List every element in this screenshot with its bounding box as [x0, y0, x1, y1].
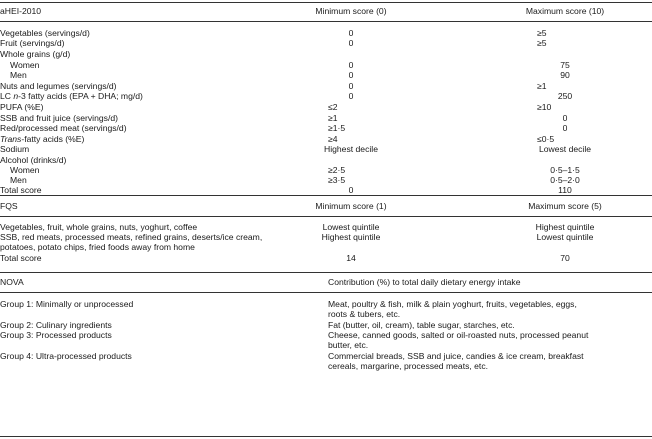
row-min: 0	[348, 60, 354, 70]
row-label-line2: potatoes, potato chips, fried foods away from home	[0, 242, 195, 252]
FQS-max-header: Maximum score (5)	[528, 201, 602, 211]
row-min: ≥3·5	[328, 175, 346, 185]
row-label: Whole grains (g/d)	[0, 49, 71, 59]
row-min: ≥1	[328, 113, 338, 123]
row-label: Sodium	[0, 144, 30, 154]
row-label: Vegetables (servings/d)	[0, 28, 90, 38]
row-label: Red/processed meat (servings/d)	[0, 123, 127, 133]
aHEI-min-header: Minimum score (0)	[315, 6, 387, 16]
row-label: Fruit (servings/d)	[0, 38, 65, 48]
row-max: ≤0·5	[537, 134, 555, 144]
row-label: Group 2: Culinary ingredients	[0, 320, 112, 330]
row-max: Highest quintile	[535, 222, 595, 232]
row-label: Nuts and legumes (servings/d)	[0, 81, 117, 91]
row-min: 0	[348, 70, 354, 80]
row-desc-line2: butter, etc.	[328, 340, 369, 350]
row-min: 0	[348, 81, 354, 91]
row-max: 250	[557, 91, 573, 101]
row-max: 110	[558, 185, 572, 195]
bottom-rule	[0, 436, 652, 437]
row-desc: Meat, poultry & fish, milk & plain yoghurt, fruits, vegetables, eggs,	[328, 299, 577, 309]
FQS-section-title: FQS	[0, 201, 18, 211]
row-max: ≥5	[537, 28, 547, 38]
row-max: 75	[560, 60, 570, 70]
row-min: Highest quintile	[321, 232, 381, 242]
row-label: Vegetables, fruit, whole grains, nuts, yoghurt, coffee	[0, 222, 198, 232]
label-prefix: LC	[0, 91, 14, 101]
NOVA-section-title: NOVA	[0, 277, 24, 287]
FQS-min-header: Minimum score (1)	[315, 201, 387, 211]
row-desc-line2: cereals, margarine, processed meats, etc.	[328, 361, 489, 371]
row-max: 70	[560, 253, 570, 263]
FQS-header-rule	[0, 216, 652, 217]
FQS-bottom-rule	[0, 272, 652, 273]
row-label: SSB, red meats, processed meats, refined grains, deserts/ice cream,	[0, 232, 263, 242]
NOVA-desc-header: Contribution (%) to total daily dietary energy intake	[328, 277, 521, 287]
row-label: Group 1: Minimally or unprocessed	[0, 299, 134, 309]
aHEI-section-title: aHEI-2010	[0, 6, 42, 16]
row-label: Women	[10, 165, 40, 175]
row-min: ≤2	[328, 102, 338, 112]
row-min: 0	[348, 185, 354, 195]
row-min: 0	[348, 28, 354, 38]
row-desc: Commercial breads, SSB and juice, candies & ice cream, breakfast	[328, 351, 584, 361]
label-italic: Trans	[0, 134, 22, 144]
row-min: 0	[348, 38, 354, 48]
row-label: SSB and fruit juice (servings/d)	[0, 113, 118, 123]
row-label: Men	[10, 70, 27, 80]
row-label: PUFA (%E)	[0, 102, 44, 112]
row-max: Lowest decile	[538, 144, 592, 154]
row-label: Alcohol (drinks/d)	[0, 155, 67, 165]
aHEI-max-header: Maximum score (10)	[525, 6, 605, 16]
row-desc: Cheese, canned goods, salted or oil-roasted nuts, processed peanut	[328, 330, 589, 340]
row-max: 0·5–2·0	[550, 175, 580, 185]
row-label: Group 4: Ultra-processed products	[0, 351, 132, 361]
row-label: Total score	[0, 253, 42, 263]
label-suffix: -fatty acids (%E)	[21, 134, 85, 144]
row-label: Men	[10, 175, 27, 185]
row-label	[0, 91, 143, 101]
aHEI-header-rule	[0, 21, 652, 22]
row-max: Lowest quintile	[536, 232, 594, 242]
row-max: 0·5–1·5	[550, 165, 580, 175]
label-suffix: -3 fatty acids (EPA + DHA; mg/d)	[18, 91, 143, 101]
row-max: 0	[562, 113, 568, 123]
row-min: Lowest quintile	[322, 222, 380, 232]
row-desc: Fat (butter, oil, cream), table sugar, starches, etc.	[328, 320, 515, 330]
row-min: ≥2·5	[328, 165, 346, 175]
row-min: ≥1·5	[328, 123, 346, 133]
row-min: 0	[348, 91, 354, 101]
row-max: ≥10	[537, 102, 552, 112]
row-desc-line2: roots & tubers, etc.	[328, 309, 401, 319]
aHEI-bottom-rule	[0, 195, 652, 196]
row-max: 0	[562, 123, 568, 133]
row-label: Women	[10, 60, 40, 70]
NOVA-header-rule	[0, 292, 652, 293]
row-max: ≥5	[537, 38, 547, 48]
row-label	[0, 134, 84, 144]
row-max: ≥1	[537, 81, 547, 91]
row-min: ≥4	[328, 134, 338, 144]
row-min: 14	[346, 253, 356, 263]
top-rule	[0, 2, 652, 3]
row-label: Total score	[0, 185, 42, 195]
row-min: Highest decile	[324, 144, 378, 154]
label-italic: n	[13, 91, 19, 101]
row-max: 90	[560, 70, 570, 80]
row-label: Group 3: Processed products	[0, 330, 112, 340]
